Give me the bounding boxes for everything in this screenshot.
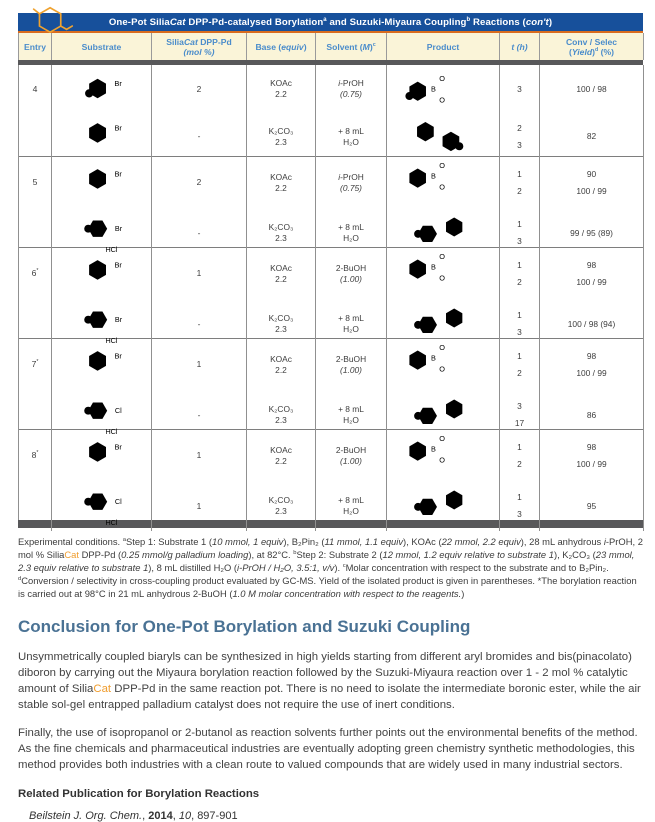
conv-selec-value: 100 / 98	[576, 83, 607, 94]
conv-selec-value: 90 100 / 99	[576, 168, 607, 196]
table-title-bar	[18, 13, 643, 33]
conv-selec-value: 98 100 / 99	[576, 259, 607, 287]
product-pyridine-boronate-structure	[387, 65, 499, 114]
conclusion-heading: Conclusion for One-Pot Borylation and Suzuki Coupling	[18, 617, 471, 636]
substrate-2-bromotoluene-structure	[52, 248, 151, 299]
entry-number: 4	[32, 83, 38, 94]
solvent: i-PrOH (0.75)	[338, 171, 364, 193]
conclusion-paragraph-1: Unsymmetrically coupled biaryls can be synthesized in high yields starting from different aryl bromides and bis(pinacolato) diboron by carrying out the Miyaura borylation reaction followed by the Suzuki-Miyaura reaction over 1 - 2 mol % catalytic amount of SiliaCat DPP-Pd in the same reaction pot. There is no need to isolate the intermediate boronic ester, while the air stable sol-gel entrapped palladium catalyst does not require the use of inert conditions.	[18, 651, 641, 711]
base-equiv: K₂CO₃ 2.3	[268, 313, 294, 335]
col-header-substrate: Substrate	[52, 33, 152, 60]
conv-selec-value: 95	[586, 500, 597, 511]
related-publication-heading: Related Publication for Borylation Reactions	[18, 788, 260, 800]
table-body	[18, 65, 643, 520]
base-equiv: K₂CO₃ 2.3	[268, 125, 294, 147]
solvent: 2-BuOH (1.00)	[335, 444, 367, 466]
catalyst-loading: -	[197, 318, 201, 329]
solvent: + 8 mL H₂O	[338, 313, 364, 335]
col-header-siliacat: SiliaCat DPP-Pd (mol %)	[152, 33, 247, 60]
time-hours: 1 3	[517, 310, 522, 338]
base-equiv: KOAc 2.2	[270, 444, 292, 466]
reaction-table-document	[18, 13, 643, 822]
conv-selec-value: 86	[586, 409, 597, 420]
solvent: + 8 mL H₂O	[338, 495, 364, 517]
catalyst-loading: 1	[196, 500, 202, 511]
solvent: + 8 mL H₂O	[338, 222, 364, 244]
catalyst-loading: -	[197, 409, 201, 420]
solvent: 2-BuOH (1.00)	[335, 262, 367, 284]
time-hours: 1 3	[517, 492, 522, 520]
table-row-group	[19, 429, 643, 520]
catalyst-loading: -	[197, 227, 201, 238]
catalyst-loading: -	[197, 131, 201, 142]
table-column-headers	[18, 33, 643, 60]
time-hours: 1 2	[517, 168, 522, 196]
substrate-3-bromopyridine-structure	[52, 65, 151, 113]
product-toluene-boronate-structure	[387, 430, 499, 481]
table-row-group	[19, 156, 643, 247]
solvent: 2-BuOH (1.00)	[335, 353, 367, 375]
substrate-2-bromotoluene-structure	[52, 157, 151, 208]
entry-number: 6*	[31, 268, 39, 279]
solvent: i-PrOH (0.75)	[338, 78, 364, 100]
base-equiv: KOAc 2.2	[270, 171, 292, 193]
base-equiv: KOAc 2.2	[270, 262, 292, 284]
conv-selec-value: 98 100 / 99	[576, 350, 607, 378]
substrate-2-bromotoluene-structure	[52, 339, 151, 390]
table-title: One-Pot SiliaCat DPP-Pd-catalysed Borylation$^a$ and Suzuki-Miyaura Coupling$^b$ Reactions (con't)	[108, 16, 553, 28]
citation: Beilstein J. Org. Chem., 2014, 10, 897-901	[29, 810, 238, 822]
substrate-4-chloropyridine-hcl-structure	[52, 481, 151, 532]
time-hours: 2 3	[517, 122, 522, 150]
product-toluene-boronate-structure	[387, 157, 499, 208]
catalyst-loading: 1	[196, 359, 202, 370]
table-row-group	[19, 65, 643, 156]
product-toluene-boronate-structure	[387, 248, 499, 299]
time-hours: 1 2	[517, 350, 522, 378]
product-toluene-boronate-structure	[387, 339, 499, 390]
conv-selec-value: 100 / 98 (94)	[567, 318, 616, 329]
substrate-2-bromotoluene-structure	[52, 113, 151, 161]
conv-selec-value: 82	[586, 131, 597, 142]
entry-number: 5	[32, 177, 38, 188]
entry-number: 7*	[31, 359, 39, 370]
time-hours: 3 17	[514, 401, 525, 429]
conv-selec-value: 99 / 95 (89)	[570, 227, 613, 238]
col-header-entry: Entry	[19, 33, 52, 60]
experimental-conditions-footnote: Experimental conditions. $^a$Step 1: Substrate 1 (10 mmol, 1 equiv), B₂Pin₂ (11 mmol, 1.1 equiv), KOAc (22 mmol, 2.2 equiv), 28 mL anhydrous i-PrOH, 2 mol % SiliaCat DPP-Pd (0.25 mmol/g palladium loading), at 82°C. $^b$Step 2: Substrate 2 (12 mmol, 1.2 equiv relative to substrate 1), K₂CO₃ (23 mmol, 2.3 equiv relative to substrate 1), 8 mL distilled H₂O (i-PrOH / H₂O, 3.5:1, v/v). $^c$Molar concentration with respect to the substrate and to B₂Pin₂. $^d$Conversion / selectivity in cross-coupling product evaluated by GC-MS. Yield of the isolated product is given in parentheses. *The borylation reaction is carried out at 98°C in 21 mL anhydrous 2-BuOH (1.0 M molar concentration with respect to the reagents.)	[18, 536, 643, 599]
product-methylphenyl-pyridine-structure	[387, 114, 499, 160]
entry-number: 8*	[31, 450, 39, 461]
catalyst-loading: 2	[196, 177, 202, 188]
time-hours: 3	[517, 83, 522, 94]
table-row-group	[19, 247, 643, 338]
substrate-2-bromotoluene-structure	[52, 430, 151, 481]
base-equiv: K₂CO₃ 2.3	[268, 495, 294, 517]
col-header-product: Product	[387, 33, 500, 60]
solvent: + 8 mL H₂O	[338, 125, 364, 147]
conv-selec-value: 98 100 / 99	[576, 441, 607, 469]
base-equiv: K₂CO₃ 2.3	[268, 404, 294, 426]
base-equiv: KOAc 2.2	[270, 78, 292, 100]
time-hours: 1 3	[517, 219, 522, 247]
base-equiv: K₂CO₃ 2.3	[268, 222, 294, 244]
conclusion-paragraph-2: Finally, the use of isopropanol or 2-butanol as reaction solvents further points out the environmental benefits of the method. As the fine chemicals and pharmaceutical industries are eventually adopting green chemistry synthetic methodologies, this method provides both industries with a clean route to valued compounds that are widely used in many industrial sectors.	[18, 727, 638, 771]
table-row-group	[19, 338, 643, 429]
catalyst-loading: 2	[196, 83, 202, 94]
col-header-base: Base (equiv)	[247, 33, 316, 60]
col-header-solvent: Solvent $(M)^c$	[316, 33, 387, 60]
base-equiv: KOAc 2.2	[270, 353, 292, 375]
col-header-time: t (h)	[500, 33, 540, 60]
molecule-logo-icon	[29, 3, 75, 35]
col-header-conv: Conv / Selec (Yield)$^d$ (%)	[540, 33, 644, 60]
solvent: + 8 mL H₂O	[338, 404, 364, 426]
catalyst-loading: 1	[196, 450, 202, 461]
product-methylphenyl-pyridine-structure	[387, 481, 499, 531]
time-hours: 1 2	[517, 259, 522, 287]
catalyst-loading: 1	[196, 268, 202, 279]
time-hours: 1 2	[517, 441, 522, 469]
